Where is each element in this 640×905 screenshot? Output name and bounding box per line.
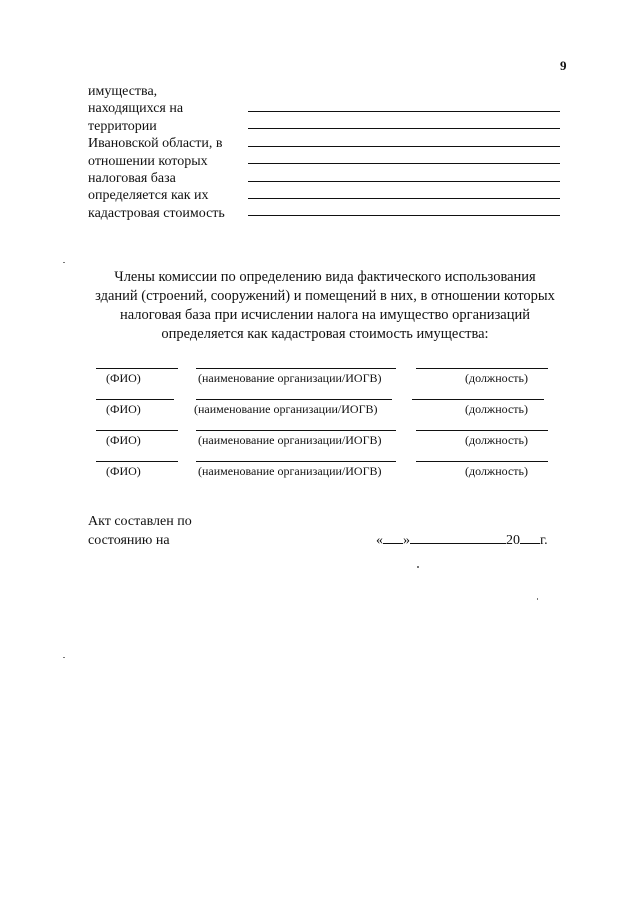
scan-speck: [63, 657, 65, 658]
property-description: [88, 83, 248, 222]
description-line: налоговая база: [88, 171, 176, 187]
fio-signature-line[interactable]: [96, 430, 178, 431]
fill-in-line[interactable]: [248, 128, 560, 129]
organization-signature-line[interactable]: [196, 368, 396, 369]
description-line: кадастровая стоимость: [88, 205, 225, 221]
description-line: определяется как их: [88, 188, 209, 204]
fio-caption: (ФИО): [106, 464, 141, 478]
fill-in-line[interactable]: [248, 163, 560, 164]
month-blank[interactable]: [410, 531, 506, 544]
scan-speck: [417, 566, 419, 568]
description-line: имущества,: [88, 84, 158, 99]
organization-signature-line[interactable]: [196, 430, 396, 431]
description-line: территории: [88, 118, 157, 134]
position-caption: (должность): [465, 464, 528, 478]
heading-line: зданий (строений, сооружений) и помещений в них, в отношении которых: [95, 288, 555, 304]
act-line: состоянию на: [88, 533, 170, 548]
position-caption: (должность): [465, 433, 528, 447]
organization-caption: (наименование организации/ИОГВ): [194, 402, 378, 416]
year-prefix: 20: [506, 533, 520, 548]
fill-in-line[interactable]: [248, 215, 560, 216]
act-statement: [88, 512, 192, 550]
position-caption: (должность): [465, 402, 528, 416]
year-suffix: г.: [540, 533, 548, 548]
day-blank[interactable]: [383, 531, 403, 544]
description-line: Ивановской области, в: [88, 136, 223, 152]
position-signature-line[interactable]: [416, 461, 548, 462]
heading-line: определяется как кадастровая стоимость имущества:: [161, 326, 489, 342]
page-number: 9: [560, 58, 567, 73]
date-field: [376, 531, 548, 549]
signature-row: [0, 399, 640, 429]
position-signature-line[interactable]: [416, 430, 548, 431]
fio-signature-line[interactable]: [96, 461, 178, 462]
fio-signature-line[interactable]: [96, 368, 178, 369]
position-signature-line[interactable]: [412, 399, 544, 400]
fio-signature-line[interactable]: [96, 399, 174, 400]
fio-caption: (ФИО): [106, 402, 141, 416]
scan-speck: [63, 262, 65, 263]
organization-signature-line[interactable]: [196, 399, 392, 400]
organization-caption: (наименование организации/ИОГВ): [198, 464, 382, 478]
year-blank[interactable]: [520, 531, 540, 544]
organization-caption: (наименование организации/ИОГВ): [198, 371, 382, 385]
organization-signature-line[interactable]: [196, 461, 396, 462]
heading-line: Члены комиссии по определению вида фактического использования: [114, 269, 536, 285]
fio-caption: (ФИО): [106, 433, 141, 447]
description-line: находящихся на: [88, 101, 184, 117]
fio-caption: (ФИО): [106, 371, 141, 385]
signature-row: [0, 430, 640, 460]
heading-line: налоговая база при исчислении налога на имущество организаций: [119, 307, 531, 323]
date-open-quote: «: [376, 533, 383, 548]
organization-caption: (наименование организации/ИОГВ): [198, 433, 382, 447]
signature-row: [0, 368, 640, 398]
fill-in-line[interactable]: [248, 198, 560, 199]
date-close-quote: »: [403, 533, 410, 548]
act-line: Акт составлен по: [88, 514, 192, 529]
position-signature-line[interactable]: [416, 368, 548, 369]
fill-in-line[interactable]: [248, 181, 560, 182]
signature-row: [0, 461, 640, 491]
scan-speck: [537, 598, 538, 600]
fill-in-line[interactable]: [248, 111, 560, 112]
fill-in-line[interactable]: [248, 146, 560, 147]
position-caption: (должность): [465, 371, 528, 385]
description-line: отношении которых: [88, 153, 208, 169]
commission-heading: [80, 268, 570, 344]
